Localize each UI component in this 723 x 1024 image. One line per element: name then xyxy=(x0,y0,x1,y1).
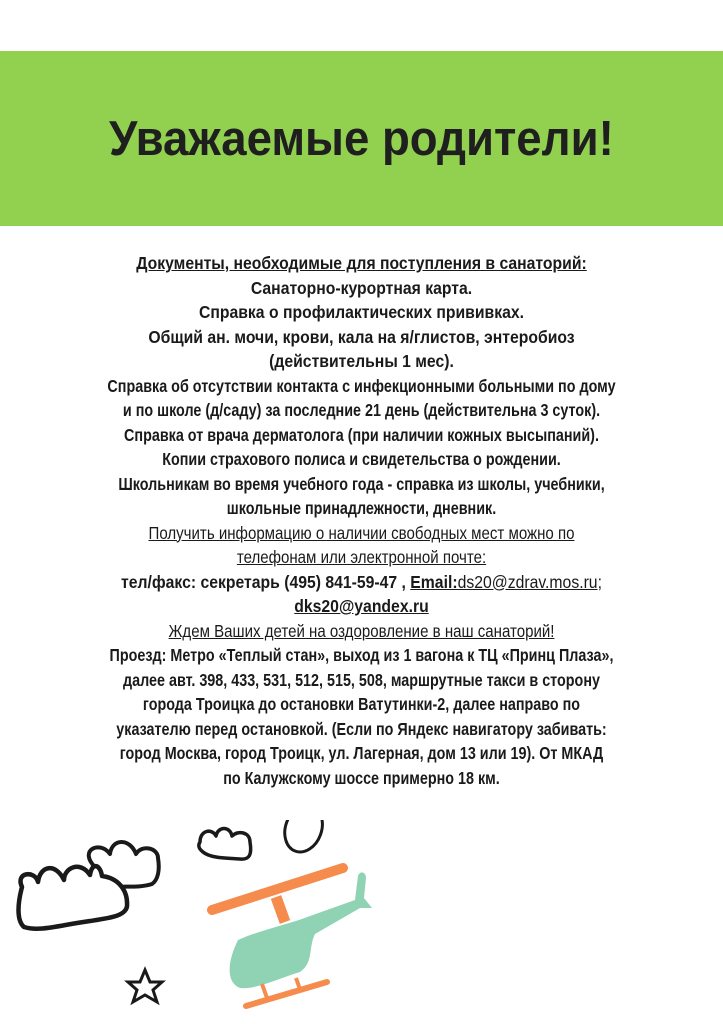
email-link-zdrav[interactable]: ds20@zdrav.mos.ru; xyxy=(457,571,602,592)
document-item: и по школе (д/саду) за последние 21 день (действительна 3 суток). xyxy=(122,400,601,420)
availability-info: телефонам или электронной почте: xyxy=(236,547,487,567)
document-item: Копии страхового полиса и свидетельства о рождении. xyxy=(162,449,561,469)
document-body xyxy=(0,251,723,790)
directions-line: далее авт. 398, 433, 531, 512, 515, 508, маршрутные такси в сторону xyxy=(123,669,600,690)
star-icon xyxy=(128,970,162,1002)
welcome-message: Ждем Ваших детей на оздоровление в наш санаторий! xyxy=(168,620,555,641)
document-item: Общий ан. мочи, крови, кала на я/глистов, энтеробиоз xyxy=(148,326,575,347)
document-item: (действительны 1 мес). xyxy=(269,351,454,371)
document-item: Школьникам во время учебного года - справка из школы, учебники, xyxy=(118,473,605,494)
directions-line: город Москва, город Троицк, ул. Лагерная, дом 13 или 19). От МКАД xyxy=(119,743,604,763)
documents-heading: Документы, необходимые для поступления в санаторий: xyxy=(136,253,587,273)
page-title: Уважаемые родители! xyxy=(109,111,614,166)
email-link-yandex[interactable]: dks20@yandex.ru xyxy=(294,596,429,616)
availability-info: Получить информацию о наличии свободных мест можно по xyxy=(148,522,575,543)
document-item: Справка от врача дерматолога (при наличии кожных высыпаний). xyxy=(124,424,599,445)
directions-line: Проезд: Метро «Теплый стан», выход из 1 вагона к ТЦ «Принц Плаза», xyxy=(109,645,614,665)
directions-line: по Калужскому шоссе примерно 18 км. xyxy=(223,767,500,788)
document-item: Санаторно-курортная карта. xyxy=(250,277,473,298)
directions-line: города Троицка до остановки Ватутинки-2, далее направо по xyxy=(142,694,581,714)
header-banner xyxy=(0,51,723,226)
email-label: Email: xyxy=(410,571,458,592)
illustration xyxy=(0,820,400,1024)
phone-fax: тел/факс: секретарь (495) 841-59-47 , xyxy=(121,571,411,592)
document-item: Справка об отсутствии контакта с инфекционными больными по дому xyxy=(107,375,616,396)
directions-line: указателю перед остановкой. (Если по Яндекс навигатору забивать: xyxy=(116,718,607,739)
contact-line xyxy=(36,594,687,619)
cloud-icon xyxy=(19,866,128,929)
document-item: школьные принадлежности, дневник. xyxy=(226,498,497,518)
contact-line xyxy=(36,570,687,595)
document-item: Справка о профилактических прививках. xyxy=(198,302,525,322)
cloud-icon xyxy=(199,829,251,860)
